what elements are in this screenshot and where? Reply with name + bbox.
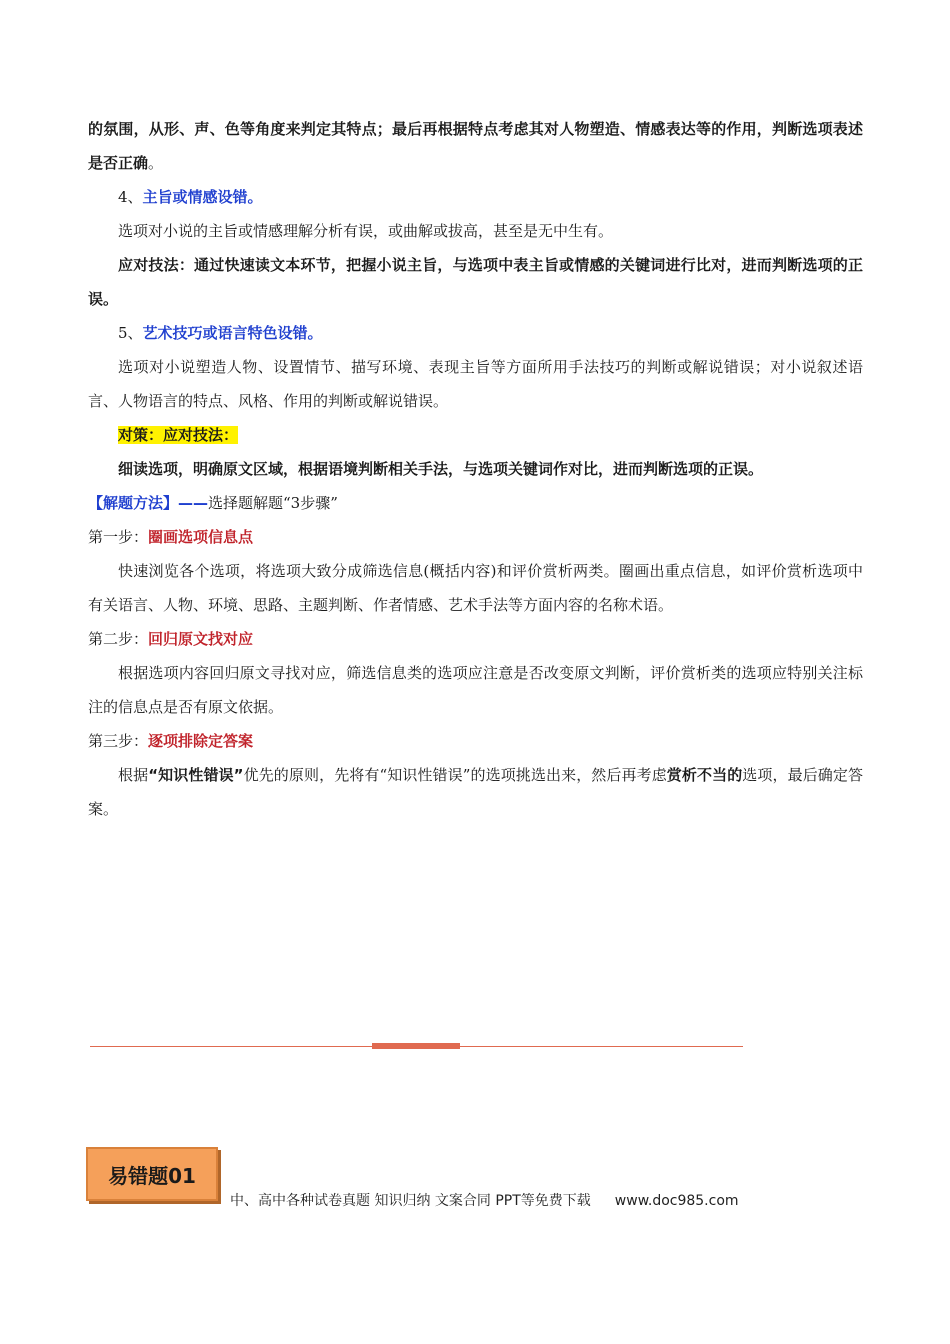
paragraph-text: 的氛围，从形、声、色等角度来判定其特点；最后再根据特点考虑其对人物塑造、情感表达等的作用，判断选项表述是否正确 [88,120,863,172]
footer-ad-text [230,1190,739,1210]
paragraph-continuation [88,112,863,180]
item-5-strategy-label-line [88,418,863,452]
item-5-heading [88,316,863,350]
item-number: 4、 [118,188,143,206]
step-text: 选项，最后确定答案。 [88,766,863,818]
step-2-heading [88,622,863,656]
item-5-strategy: 细读选项，明确原文区域，根据语境判断相关手法，与选项关键词作对比，进而判断选项的正误。 [118,460,764,478]
footer-text: 中、高中各种试卷真题 知识归纳 文案合同 PPT等免费下载 [230,1193,591,1209]
step-text-bold: 赏析不当的 [666,766,743,784]
step-2-description: 根据选项内容回归原文寻找对应，筛选信息类的选项应注意是否改变原文判断，评价赏析类的选项应特别关注标注的信息点是否有原文依据。 [88,664,863,716]
error-prone-badge [86,1147,218,1201]
step-text: 根据 [118,766,149,784]
item-title: 主旨或情感设错。 [142,188,263,206]
step-3-heading [88,724,863,758]
badge-label: 易错题01 [108,1163,196,1188]
step-1-description: 快速浏览各个选项，将选项大致分成筛选信息(概括内容)和评价赏析两类。圈画出重点信息，如评价赏析选项中有关语言、人物、环境、思路、主题判断、作者情感、艺术手法等方面内容的名称术语。 [88,562,863,614]
step-label: 第一步： [88,528,149,546]
method-title: 选择题解题“3步骤” [208,494,338,512]
step-text: 优先的原则，先将有“知识性错误”的选项挑选出来，然后再考虑 [243,766,667,784]
method-label: 【解题方法】—— [88,494,209,512]
step-3-description [88,758,863,826]
document-body [88,112,863,826]
step-label: 第二步： [88,630,149,648]
highlighted-strategy-label: 对策：应对技法： [118,426,239,444]
item-5-description: 选项对小说塑造人物、设置情节、描写环境、表现主旨等方面所用手法技巧的判断或解说错误；对小说叙述语言、人物语言的特点、风格、作用的判断或解说错误。 [88,358,863,410]
step-text-bold: “知识性错误” [148,766,244,784]
step-title: 逐项排除定答案 [148,732,254,750]
step-title: 圈画选项信息点 [148,528,254,546]
step-1-heading [88,520,863,554]
step-title: 回归原文找对应 [148,630,254,648]
section-divider-accent [372,1043,460,1049]
item-number: 5、 [118,324,143,342]
item-4-strategy: 应对技法：通过快速读文本环节，把握小说主旨，与选项中表主旨或情感的关键词进行比对，进而判断选项的正误。 [88,256,863,308]
item-4-heading [88,180,863,214]
paragraph-text: 。 [148,154,164,172]
method-heading [88,486,863,520]
step-label: 第三步： [88,732,149,750]
footer-url[interactable]: www.doc985.com [614,1193,739,1209]
item-4-description: 选项对小说的主旨或情感理解分析有误，或曲解或拔高，甚至是无中生有。 [118,222,614,240]
item-title: 艺术技巧或语言特色设错。 [142,324,323,342]
